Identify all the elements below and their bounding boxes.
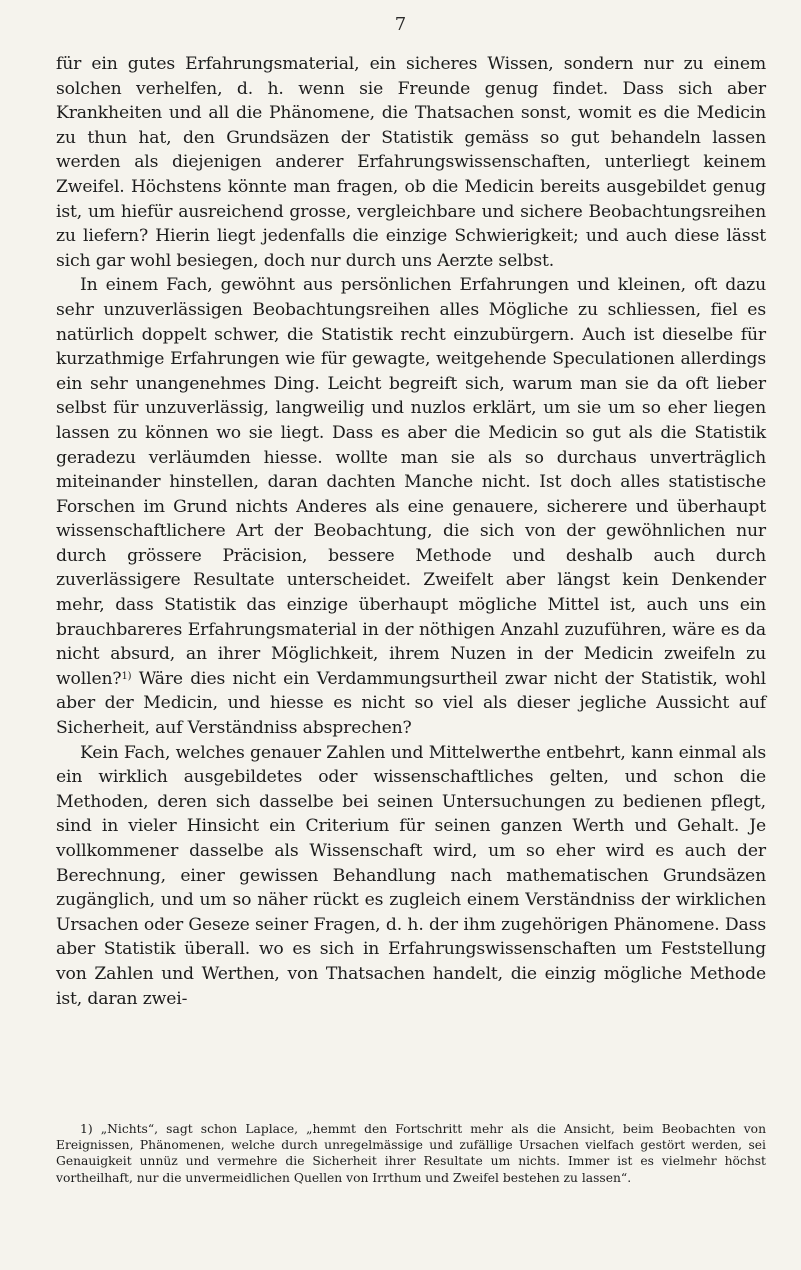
paragraph-1: für ein gutes Erfahrungsmaterial, ein sicheres Wissen, sondern nur zu einem solchen verhelfen, d. h. wenn sie Freunde genug findet. Dass sich aber Krankheiten und all die Phänomene, die Thatsachen sonst, womit es die Medicin zu thun hat, den Grundsäzen der Statistik gemäss so gut behandeln lassen werden als diejenigen anderer Erfahrungswissenschaften, unterliegt keinem Zweifel. Höchstens könnte man fragen, ob die Medicin bereits ausgebildet genug ist, um hiefür ausreichend grosse, vergleichbare und sichere Beobachtungsreihen zu liefern? Hierin liegt jedenfalls die einzige Schwierigkeit; und auch diese lässt sich gar wohl besiegen, doch nur durch uns Aerzte selbst.: [56, 54, 766, 271]
paragraph-3: Kein Fach, welches genauer Zahlen und Mittelwerthe entbehrt, kann einmal als ein wirklich ausgebildetes oder wissenschaftliches gelten, und schon die Methoden, deren sich dasselbe bei seinen Untersuchungen zu bedienen pflegt, sind in vieler Hinsicht ein Criterium für seinen ganzen Werth und Gehalt. Je vollkommener dasselbe als Wissenschaft wird, um so eher wird es auch der Berechnung, einer gewissen Behandlung nach mathematischen Grundsäzen zugänglich, und um so näher rückt es zugleich einem Verständniss der wirklichen Ursachen oder Geseze seiner Fragen, d. h. der ihm zugehörigen Phänomene. Dass aber Statistik überall. wo es sich in Erfahrungswissenschaften um Feststellung von Zahlen und Werthen, von Thatsachen handelt, die einzig mögliche Methode ist, daran zwei-: [56, 742, 766, 1009]
footnote-marker: 1): [80, 1122, 93, 1136]
footnote-section: [56, 1121, 766, 1186]
footnote-reference: 1): [121, 670, 132, 682]
paragraph-2-text: In einem Fach, gewöhnt aus persönlichen Erfahrungen und kleinen, oft dazu sehr unzuverlässigen Beobachtungsreihen alles Mögliche zu schliessen, fiel es natürlich doppelt schwer, die Statistik recht einzubürgern. Auch ist dieselbe für kurzathmige Erfahrungen wie für gewagte, weitgehende Speculationen allerdings ein sehr unangenehmes Ding. Leicht begreift sich, warum man sie da oft lieber selbst für unzuverlässig, langweilig und nuzlos erklärt, um sie um so eher liegen lassen zu können wo sie liegt. Dass es aber die Medicin so gut als die Statistik geradezu verläumden hiesse. wollte man sie als so durchaus unverträglich miteinander hinstellen, daran dachten Manche nicht. Ist doch alles statistische Forschen im Grund nichts Anderes als eine genauere, sicherere und überhaupt wissenschaftlichere Art der Beobachtung, die sich von der gewöhnlichen nur durch grössere Präcision, bessere Methode und deshalb auch durch zuverlässigere Resultate unterscheidet. Zweifelt aber längst kein Denkender mehr, dass Statistik das einzige überhaupt mögliche Mittel ist, auch uns ein brauchbareres Erfahrungsmaterial in der nöthigen Anzahl zuzuführen, wäre es da nicht absurd, an ihrer Möglichkeit, ihrem Nuzen in der Medicin zweifeln zu wollen?: [56, 275, 766, 689]
paragraph-2: [56, 273, 766, 740]
paragraph-2-continuation: Wäre dies nicht ein Verdammungsurtheil zwar nicht der Statistik, wohl aber der Medicin, und hiesse es nicht so viel als dieser jegliche Aussicht auf Sicherheit, auf Verständniss absprechen?: [56, 668, 766, 739]
footnote-text: „Nichts“, sagt schon Laplace, „hemmt den Fortschritt mehr als die Ansicht, beim Beobachten von Ereignissen, Phänomenen, welche durch unregelmässige und zufällige Ursachen vielfach gestört werden, sei Genauigkeit unnüz und vermehre die Sicherheit ihrer Resultate um nichts. Immer ist es vielmehr höchst vortheilhaft, nur die unvermeidlichen Quellen von Irrthum und Zweifel bestehen zu lassen“.: [56, 1122, 766, 1185]
main-text: [56, 52, 766, 1011]
footnote-1: [56, 1121, 766, 1186]
page-number: 7: [394, 14, 407, 35]
